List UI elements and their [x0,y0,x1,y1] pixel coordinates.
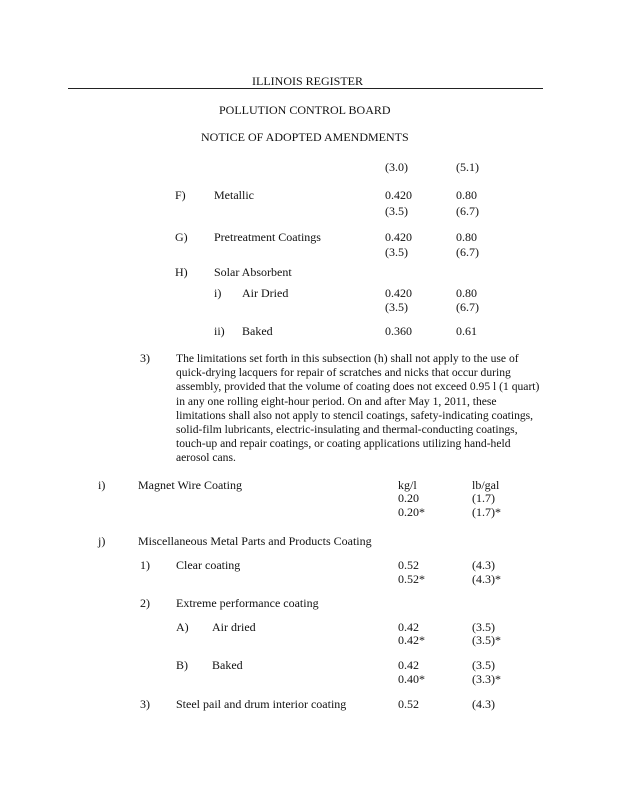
clear-a1: 0.52 [398,558,419,572]
unit-lb-per-gal: lb/gal [472,478,500,492]
air-dried-a1: 0.42 [398,620,419,634]
section-i-r2a: 0.20* [398,505,425,519]
clear-a2: 0.52* [398,572,425,586]
extreme-marker: 2) [140,596,150,610]
solar-i-v1: 0.420 [385,286,412,300]
item-f-v2b: (6.7) [456,204,479,218]
steel-marker: 3) [140,697,150,711]
item-f-v1b: (3.5) [385,204,408,218]
air-dried-marker: A) [176,620,189,634]
item-h-label: Solar Absorbent [214,265,292,279]
section-i-label: Magnet Wire Coating [138,478,242,492]
air-dried-label: Air dried [212,620,256,634]
baked-b1: (3.5) [472,658,495,672]
cont-value-a: (3.0) [385,160,408,174]
section-i-r2b: (1.7)* [472,505,501,519]
unit-kg-per-l: kg/l [398,478,417,492]
air-dried-b1: (3.5) [472,620,495,634]
baked-b2: (3.3)* [472,672,501,686]
section-j-marker: j) [98,534,106,548]
air-dried-a2: 0.42* [398,633,425,647]
item-g-label: Pretreatment Coatings [214,230,321,244]
baked-a1: 0.42 [398,658,419,672]
para3-marker: 3) [140,351,150,365]
solar-ii-label: Baked [242,324,273,338]
item-f-marker: F) [175,188,186,202]
cont-value-b: (5.1) [456,160,479,174]
item-g-v2b: (6.7) [456,245,479,259]
item-h-marker: H) [175,265,188,279]
steel-b1: (4.3) [472,697,495,711]
solar-i-v1b: (3.5) [385,300,408,314]
solar-i-label: Air Dried [242,286,289,300]
steel-label: Steel pail and drum interior coating [176,697,347,711]
baked-a2: 0.40* [398,672,425,686]
header-rule [68,88,543,89]
section-i-r1b: (1.7) [472,491,495,505]
notice-title: NOTICE OF ADOPTED AMENDMENTS [201,130,409,144]
section-j-label: Miscellaneous Metal Parts and Products Coating [138,534,372,548]
extreme-label: Extreme performance coating [176,596,319,610]
item-f-v2: 0.80 [456,188,477,202]
solar-i-marker: i) [214,286,222,300]
baked-marker: B) [176,658,188,672]
solar-ii-v1: 0.360 [385,324,412,338]
para3-text: The limitations set forth in this subsection (h) shall not apply to the use of quick-drying lacquers for repair of scratches and nicks that occur during assembly, provided that the volume of coating does not exceed 0.95 l (1 quart) in any one rolling eight-hour period. On and after May 1, 2011, these limitations shall also not apply to stencil coatings, safety-indicating coatings, solid-film lubricants, electric-insulating and thermal-conducting coatings, touch-up and repair coatings, or coating applications utilizing hand-held aerosol cans. [176,352,540,465]
baked-label: Baked [212,658,243,672]
solar-ii-v2: 0.61 [456,324,477,338]
steel-a1: 0.52 [398,697,419,711]
clear-marker: 1) [140,558,150,572]
register-title: ILLINOIS REGISTER [252,74,363,88]
clear-label: Clear coating [176,558,241,572]
clear-b1: (4.3) [472,558,495,572]
solar-i-v2: 0.80 [456,286,477,300]
item-f-v1: 0.420 [385,188,412,202]
item-g-v2: 0.80 [456,230,477,244]
air-dried-b2: (3.5)* [472,633,501,647]
solar-i-v2b: (6.7) [456,300,479,314]
section-i-r1a: 0.20 [398,491,419,505]
clear-b2: (4.3)* [472,572,501,586]
board-title: POLLUTION CONTROL BOARD [219,103,391,117]
item-g-v1: 0.420 [385,230,412,244]
item-g-v1b: (3.5) [385,245,408,259]
item-g-marker: G) [175,230,188,244]
solar-ii-marker: ii) [214,324,225,338]
item-f-label: Metallic [214,188,254,202]
section-i-marker: i) [98,478,106,492]
